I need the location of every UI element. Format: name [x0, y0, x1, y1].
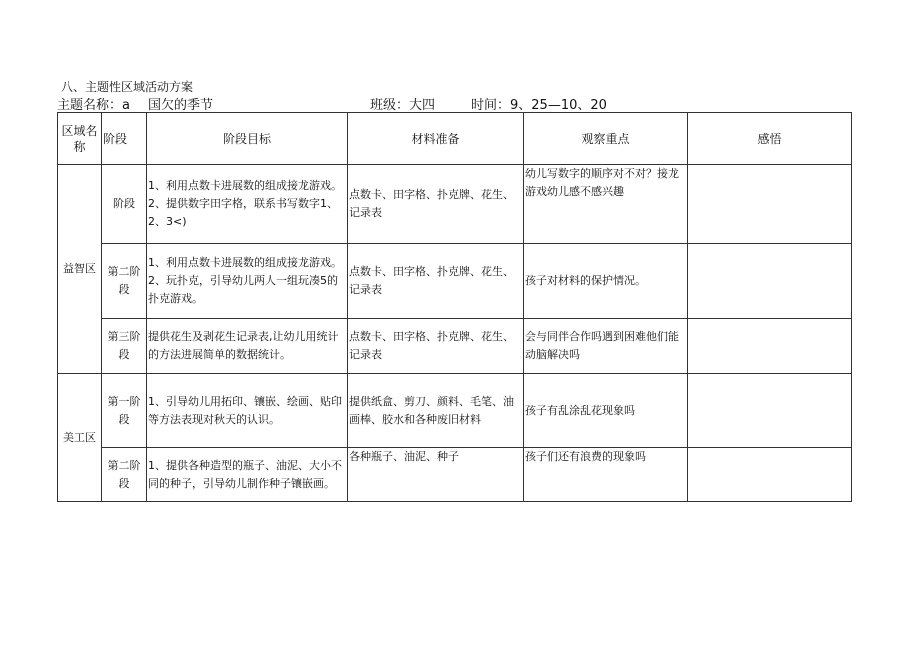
table-row: [58, 165, 852, 244]
reflection-cell: [688, 244, 852, 319]
table-row: [58, 319, 852, 374]
theme-label: 主题名称：a: [57, 98, 130, 113]
header-goal: 阶段目标: [147, 113, 348, 165]
stage-cell: 第三阶段: [102, 319, 147, 374]
materials-cell: 点数卡、田字格、扑克牌、花生、记录表: [348, 319, 524, 374]
materials-cell: 点数卡、田字格、扑克牌、花生、记录表: [348, 165, 524, 244]
observation-cell: 会与同伴合作吗遇到困难他们能动脑解决吗: [524, 319, 688, 374]
header-area: 区域名称: [58, 113, 102, 165]
theme-name: 国欠的季节: [148, 98, 214, 113]
section-title: 八、主题性区域活动方案: [61, 80, 194, 94]
observation-cell: 孩子对材料的保护情况。: [524, 244, 688, 319]
materials-cell: 各种瓶子、油泥、种子: [348, 448, 524, 502]
table-row: [58, 374, 852, 448]
observation-cell: 幼儿写数字的顺序对不对？接龙游戏幼儿感不感兴趣: [524, 165, 688, 244]
header-stage: 阶段: [102, 113, 147, 165]
table-header-row: [58, 113, 852, 165]
stage-cell: 第二阶段: [102, 244, 147, 319]
observation-cell: 孩子们还有浪费的现象吗: [524, 448, 688, 502]
reflection-cell: [688, 374, 852, 448]
theme-info-row: [57, 94, 857, 112]
header-materials: 材料准备: [348, 113, 524, 165]
stage-cell: 阶段: [102, 165, 147, 244]
reflection-cell: [688, 319, 852, 374]
reflection-cell: [688, 448, 852, 502]
table-row: [58, 448, 852, 502]
header-reflection: 感悟: [688, 113, 852, 165]
reflection-cell: [688, 165, 852, 244]
time-label: 时间：9、25—10、20: [471, 98, 607, 113]
table-row: [58, 244, 852, 319]
goal-cell: 提供花生及剥花生记录表,让幼儿用统计的方法进展简单的数据统计。: [147, 319, 348, 374]
goal-cell: 1、引导幼儿用拓印、镶嵌、绘画、贴印等方法表现对秋天的认识。: [147, 374, 348, 448]
goal-cell: 1、利用点数卡进展数的组成接龙游戏。2、玩扑克，引导幼儿两人一组玩凑5的扑克游戏。: [147, 244, 348, 319]
stage-cell: 第一阶段: [102, 374, 147, 448]
area-cell-puzzle: 益智区: [58, 165, 102, 374]
area-cell-art: 美工区: [58, 374, 102, 502]
stage-cell: 第二阶段: [102, 448, 147, 502]
materials-cell: 提供纸盒、剪刀、颜料、毛笔、油画棒、胶水和各种废旧材料: [348, 374, 524, 448]
goal-cell: 1、提供各种造型的瓶子、油泥、大小不同的种子，引导幼儿制作种子镶嵌画。: [147, 448, 348, 502]
header-observation: 观察重点: [524, 113, 688, 165]
class-label: 班级：大四: [370, 98, 436, 113]
activity-plan-table: [57, 112, 852, 502]
goal-cell: 1、利用点数卡进展数的组成接龙游戏。2、提供数字田字格，联系书写数字1、2、3<): [147, 165, 348, 244]
observation-cell: 孩子有乱涂乱花现象吗: [524, 374, 688, 448]
materials-cell: 点数卡、田字格、扑克牌、花生、记录表: [348, 244, 524, 319]
